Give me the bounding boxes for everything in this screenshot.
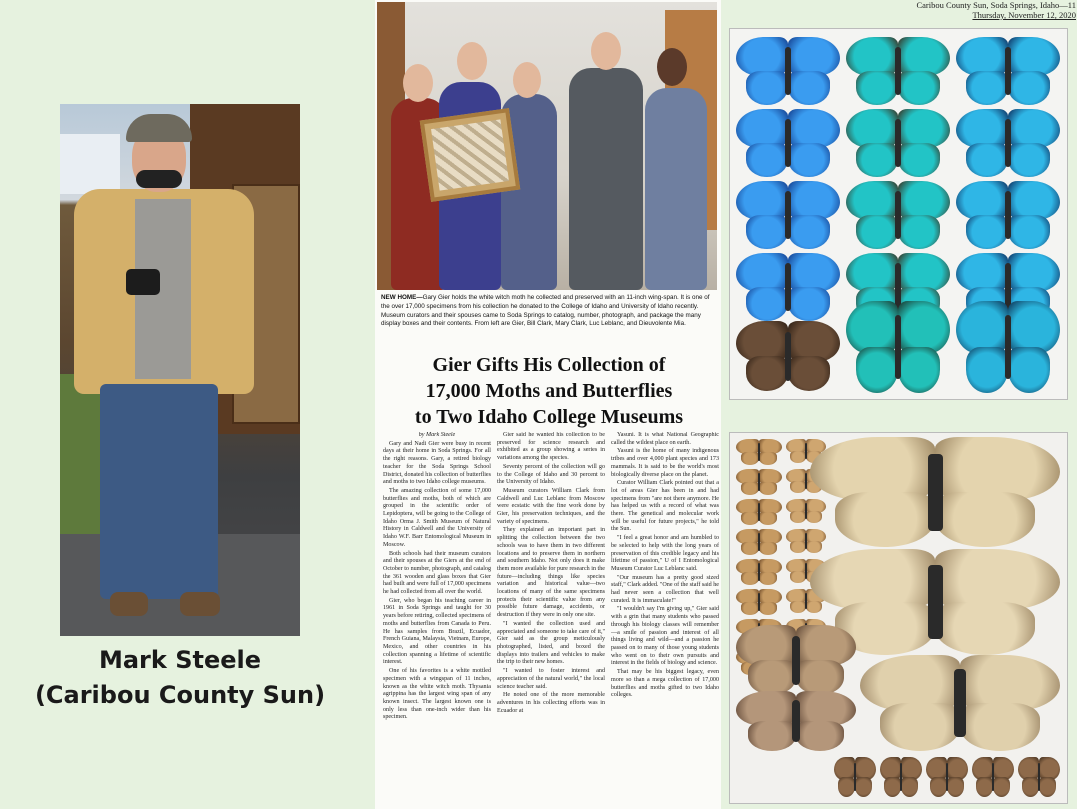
face-mask [136, 170, 182, 188]
col2-paragraph: Museum curators William Clark from Caldwell and Luc Leblanc from Moscow were ecstatic with the fine work done by Gier, his preservation techniques, and the variety of specimens. [497, 487, 605, 525]
photo-credit-name: Mark Steele [98, 646, 262, 674]
col2-paragraph: Gier said he wanted his collection to be preserved for science research and exhibited as a group showing a series in variations among the species. [497, 432, 605, 462]
morpho-butterfly [846, 301, 950, 393]
col2-paragraph: "I wanted to foster interest and appreciation of the natural world," the local science teacher said. [497, 668, 605, 690]
article-headline [381, 352, 717, 430]
photo-caption-lead: NEW HOME— [381, 294, 423, 301]
portrait-photo [60, 104, 300, 636]
van-background [60, 134, 120, 194]
moth-specimen-case [729, 432, 1068, 804]
small-moth [736, 589, 782, 615]
small-moth [736, 529, 782, 555]
col1-paragraph: One of his favorites is a white mottled specimen with a wingspan of 11 inches, known as the white witch moth. Thysania agrippina has the largest wing span of any known insect. The largest known one is only less than one-inch wider than his specimen. [383, 668, 491, 721]
person-5-head [657, 48, 687, 86]
morpho-butterfly [846, 181, 950, 249]
morpho-butterfly [736, 253, 840, 321]
person-2-head [457, 42, 487, 80]
masthead-date: Thursday, November 12, 2020 [972, 10, 1076, 20]
photo-credit-source: (Caribou County Sun) [34, 681, 326, 709]
article-column-1 [383, 432, 491, 804]
large-moth [736, 691, 856, 751]
morpho-butterfly [846, 37, 950, 105]
col1-paragraph: Gary and Nadi Gier were busy in recent days at their home in Soda Springs. For all the right reasons. Gary, a retired biology teacher for the Soda Springs School District, donated his collection of butterflies and moths to two Idaho college museums. [383, 440, 491, 486]
group-photo [377, 2, 717, 290]
col1-paragraph: Both schools had their museum curators and their spouses at the Giers at the end of October to number, photograph, and catalog the 361 wooden and glass boxes that Gier had built and were full of 17,000 specimens he had collected from all over the world. [383, 550, 491, 596]
photo-caption [381, 294, 717, 329]
col1-paragraph: Gier, who began his teaching career in 1961 in Soda Springs and taught for 30 years before retiring, collected specimens of moths and butterflies from Canada to Peru. He has samples from Brazil, Ecuador, French Guiana, Malaysia, Vietnam, Europe, Mexico, and other countries in his collection spanning a lifetime of scientific interest. [383, 597, 491, 666]
col2-paragraph: "I wanted the collection used and appreciated and someone to take care of it," Gier said as the group meticulously photographed, listed, and boxed the displays into trailers and vehicles to make the trip to their new homes. [497, 620, 605, 666]
col3-paragraph: "I wouldn't say I'm giving up," Gier said with a grin that many students who passed through his biology classes will remember—a smile of passion and interest of all things living and wild—and a passion he passed on to many of those young students who went on to their own pursuits and interest in the fields of biology and science. [611, 606, 719, 667]
small-moth [972, 757, 1014, 797]
headline-line-2: 17,000 Moths and Butterflies [425, 380, 673, 402]
col1-paragraph: The amazing collection of some 17,000 butterflies and moths, both of which are grouped in the scientific order of Lepidoptera, will be going to the College of Idaho Orma J. Smith Museum of Natural History in Caldwell and the University of Idaho W.F. Barr Entomological Museum in Moscow. [383, 487, 491, 548]
col3-paragraph: That may be his biggest legacy, even more so than a mega collection of 17,000 butterflies and moths gifted to two Idaho colleges. [611, 669, 719, 699]
headline-line-1: Gier Gifts His Collection of [432, 354, 666, 376]
small-moth [880, 757, 922, 797]
shoe-left [110, 592, 148, 616]
morpho-butterfly [736, 109, 840, 177]
morpho-butterfly [956, 109, 1060, 177]
newspaper-masthead [840, 0, 1076, 20]
article-column-3 [611, 432, 719, 804]
person-4-head [591, 32, 621, 70]
morpho-butterfly-case [729, 28, 1068, 400]
small-moth [834, 757, 876, 797]
col2-paragraph: He noted one of the more memorable adventures in his collecting efforts was in Ecuador at [497, 692, 605, 714]
photo-caption-body: Gary Gier holds the white witch moth he collected and preserved with an 11-inch wing-span. It is one of the over 17,000 specimens from his collection he donated to the College of Idaho and University of Idaho recently. Museum curators and their spouses came to Soda Springs to catalog, number, photograph, and package the many display boxes and their contents. From left are Gier, Bill Clark, Mary Clark, Luc Leblanc, and Dieuvolente Mia. [381, 294, 710, 328]
col3-paragraph: Yasuni. It is what National Geographic called the wildest place on earth. [611, 432, 719, 446]
masthead-paper: Caribou County Sun, Soda Springs, Idaho—11 [916, 0, 1076, 10]
camera-icon [126, 269, 160, 295]
morpho-butterfly [736, 181, 840, 249]
specimen-box [420, 108, 521, 202]
person-4 [569, 68, 643, 290]
cap [126, 114, 192, 142]
person-1-head [403, 64, 433, 102]
morpho-butterfly [956, 181, 1060, 249]
col2-paragraph: They explained an important part in splitting the collection between the two schools was to have them in two different locations and to preserve them in northern and southern Idaho. Not only does it make them more available for pure research in the future—including things like species variation and historical value—two locations of many of the same specimens protects their scientific value from any possible future damage, accidents, or destruction if they were in only one site. [497, 527, 605, 619]
small-moth [736, 439, 782, 465]
col2-paragraph: Seventy percent of the collection will go to the College of Idaho and 30 percent to the University of Idaho. [497, 463, 605, 486]
headline-line-3: to Two Idaho College Museums [414, 406, 684, 428]
morpho-butterfly [736, 37, 840, 105]
small-moth [736, 499, 782, 525]
small-moth [736, 559, 782, 585]
small-moth [736, 469, 782, 495]
shoe-right [180, 592, 220, 616]
large-moth [736, 625, 856, 695]
col3-paragraph: Curator William Clark pointed out that a lot of areas Gier has been in and had specimens from "are not there anymore. He has helped us with a record of what was there. The genetical and molecular work will be useful for future projects," he told the Sun. [611, 480, 719, 533]
person-3-head [513, 62, 541, 98]
col3-paragraph: "I feel a great honor and am humbled to be selected to help with the long years of preservation of this credible legacy and his lifetime of passion," U of I Entomological Museum Curator Luc Leblanc said. [611, 535, 719, 572]
morpho-butterfly [956, 37, 1060, 105]
white-witch-moth [810, 437, 1060, 547]
morpho-butterfly [956, 301, 1060, 393]
jeans [100, 384, 218, 599]
morpho-butterfly [846, 109, 950, 177]
brown-butterfly [736, 321, 840, 391]
col3-paragraph: Yasuni is the home of many indigenous tribes and over 4,000 plant species and 173 mammals. It is said to be the world's most biologically diverse place on the planet. [611, 448, 719, 478]
small-moth [926, 757, 968, 797]
article-column-2 [497, 432, 605, 804]
small-moth [1018, 757, 1060, 797]
col3-paragraph: "Our museum has a pretty good sized staff," Clark added. "One of the staff said he had never seen a collection that well curated. It is immaculate!" [611, 574, 719, 604]
person-5 [645, 88, 707, 290]
white-witch-moth [860, 655, 1060, 751]
article-byline: by Mark Steele [418, 432, 456, 438]
